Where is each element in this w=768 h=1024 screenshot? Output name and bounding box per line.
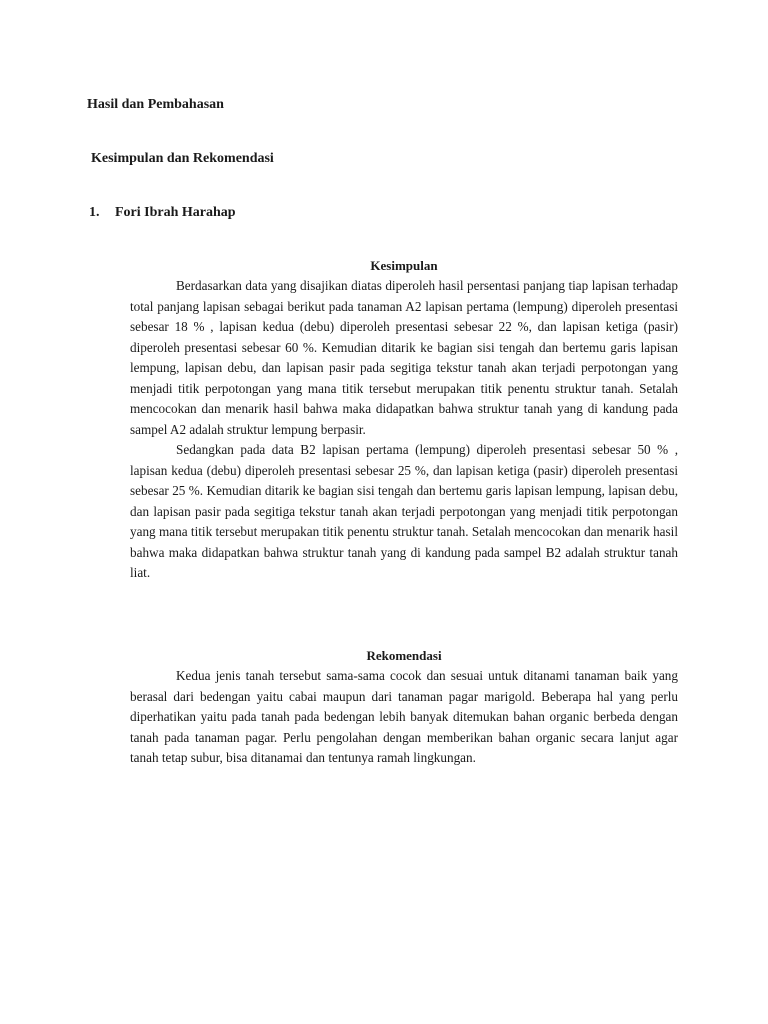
- section-kesimpulan: [130, 258, 678, 584]
- author-name: Fori Ibrah Harahap: [115, 205, 236, 220]
- section-title-kesimpulan: Kesimpulan: [370, 258, 438, 273]
- author-list-number: 1.: [89, 205, 100, 220]
- rekomendasi-paragraph: Kedua jenis tanah tersebut sama-sama cocok dan sesuai untuk ditanami tanaman baik yang berasal dari bedengan yaitu cabai maupun dari tanaman pagar marigold. Beberapa hal yang perlu diperhatikan yaitu pada tanah pada bedengan lebih banyak ditemukan bahan organic berbeda dengan tanah pada tanaman pagar. Perlu pengolahan dengan memberikan bahan organic secara lanjut agar tanah tetap subur, bisa ditanamai dan tentunya ramah lingkungan.: [130, 668, 678, 765]
- section-title-rekomendasi: Rekomendasi: [366, 648, 442, 663]
- heading-hasil-pembahasan: Hasil dan Pembahasan: [87, 97, 224, 112]
- kesimpulan-paragraph-a2: Berdasarkan data yang disajikan diatas diperoleh hasil persentasi panjang tiap lapisan terhadap total panjang lapisan sebagai berikut pada tanaman A2 lapisan pertama (lempung) diperoleh presentasi sebesar 18 % , lapisan kedua (debu) diperoleh presentasi sebesar 22 %, dan lapisan ketiga (pasir) diperoleh presentasi sebesar 60 %. Kemudian ditarik ke bagian sisi tengah dan bertemu garis lapisan lempung, lapisan debu, dan lapisan pasir pada segitiga tekstur tanah akan terjadi perpotongan yang menjadi titik perpotongan yang mana titik tersebut merupakan titik penentu struktur tanah. Setalah mencocokan dan menarik hasil bahwa maka didapatkan bahwa struktur tanah yang di kandung pada sampel A2 adalah struktur lempung berpasir.: [130, 278, 678, 437]
- heading-kesimpulan-rekomendasi: Kesimpulan dan Rekomendasi: [91, 151, 274, 166]
- author-heading: [89, 205, 236, 221]
- section-rekomendasi: [130, 648, 678, 769]
- kesimpulan-paragraph-b2: Sedangkan pada data B2 lapisan pertama (lempung) diperoleh presentasi sebesar 50 % , lapisan kedua (debu) diperoleh presentasi sebesar 25 %, dan lapisan ketiga (pasir) diperoleh presentasi sebesar 25 %. Kemudian ditarik ke bagian sisi tengah dan bertemu garis lapisan lempung, lapisan debu, dan lapisan pasir pada segitiga tekstur tanah akan terjadi perpotongan yang menjadi titik perpotongan yang mana titik tersebut merupakan titik penentu struktur tanah. Setalah mencocokan dan menarik hasil bahwa maka didapatkan bahwa struktur tanah yang di kandung pada sampel B2 adalah struktur tanah liat.: [130, 442, 678, 580]
